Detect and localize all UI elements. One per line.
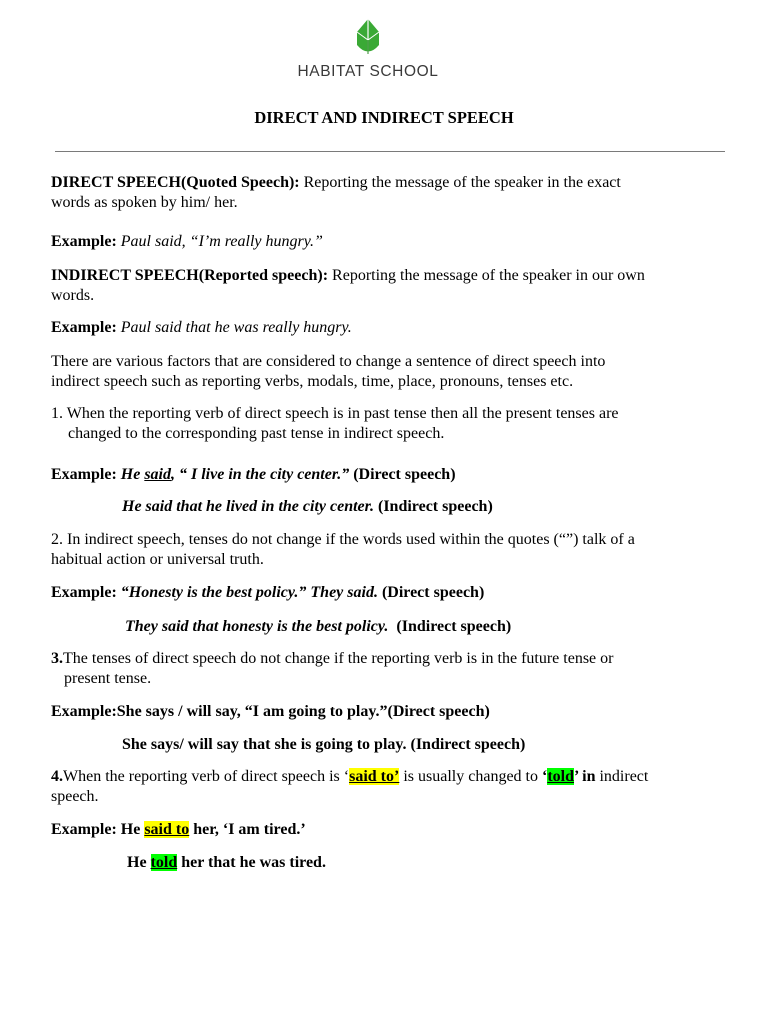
rule-2-line-2: habitual action or universal truth. <box>51 551 264 568</box>
rule-4-text-b: is usually changed to <box>399 768 542 785</box>
rule-1-indirect-text: He said that he lived in the city center. <box>122 498 374 515</box>
rule-4-ex-b: her, ‘I am tired.’ <box>189 821 306 838</box>
direct-speech-text-1: Reporting the message of the speaker in the exact <box>299 174 621 191</box>
rule-4-text-a: When the reporting verb of direct speech is ‘ <box>63 768 350 785</box>
rule-4-number: 4. <box>51 768 63 785</box>
intro-line-1: There are various factors that are considered to change a sentence of direct speech into <box>51 353 606 370</box>
indirect-speech-text-1: Reporting the message of the speaker in our own <box>328 267 645 284</box>
rule-2-ex-quote: “Honesty is the best policy.” They said. <box>116 584 378 601</box>
rule-1-ex-said: said <box>144 466 171 483</box>
rule-3-number: 3. <box>51 650 63 667</box>
rule-4-example <box>51 820 731 840</box>
rule-2 <box>51 530 731 570</box>
direct-speech-definition <box>51 173 731 213</box>
rule-1-ex-he: He <box>116 466 145 483</box>
rule-3-line-2: present tense. <box>64 670 152 687</box>
rule-1-line-2: changed to the corresponding past tense in indirect speech. <box>68 425 445 442</box>
title-divider <box>55 151 725 152</box>
rule-4-text-c: indirect <box>595 768 649 785</box>
rule-3 <box>51 649 731 689</box>
school-logo <box>283 18 453 82</box>
intro-paragraph <box>51 352 731 392</box>
rule-3-indirect-line: She says/ will say that she is going to play. (Indirect speech) <box>122 736 526 753</box>
rule-3-example <box>51 702 731 722</box>
rule-1-line-1: 1. When the reporting verb of direct speech is in past tense then all the present tenses are <box>51 405 619 422</box>
rule-4-line-2: speech. <box>51 788 99 805</box>
rule-1-ex-tag: (Direct speech) <box>349 466 456 483</box>
rule-4-ind-b: her that he was tired. <box>177 854 326 871</box>
indirect-speech-term: INDIRECT SPEECH(Reported speech): <box>51 267 329 284</box>
direct-speech-text-2: words as spoken by him/ her. <box>51 194 238 211</box>
indirect-speech-text-2: words. <box>51 287 95 304</box>
rule-1-indirect-tag: (Indirect speech) <box>373 498 493 515</box>
rule-4-told-open: ‘ <box>541 768 548 785</box>
rule-2-indirect-text: They said that honesty is the best policy. <box>125 618 389 635</box>
example-label: Example: <box>51 319 117 336</box>
rule-1-ex-quote: , “ I live in the city center.” <box>171 466 350 483</box>
highlight-told: told <box>547 768 574 785</box>
direct-speech-example <box>51 232 731 252</box>
rule-1-example <box>51 465 731 485</box>
page-title: DIRECT AND INDIRECT SPEECH <box>254 108 514 127</box>
example-label: Example: <box>51 584 117 601</box>
indirect-example-text: Paul said that he was really hungry. <box>116 319 352 336</box>
rule-1 <box>51 404 731 444</box>
example-label: Example: <box>51 233 117 250</box>
rule-2-ex-tag: (Direct speech) <box>377 584 485 601</box>
highlight-said-to: said to’ <box>349 768 400 785</box>
highlight-example-said-to: said to <box>144 821 190 838</box>
rule-3-example-line: Example:She says / will say, “I am going to play.”(Direct speech) <box>51 703 490 720</box>
indirect-speech-definition <box>51 266 731 306</box>
logo-text: HABITAT SCHOOL <box>297 63 439 80</box>
leaf-icon <box>352 18 384 60</box>
rule-3-line-1: The tenses of direct speech do not change if the reporting verb is in the future tense or <box>63 650 614 667</box>
indirect-speech-example <box>51 318 731 338</box>
direct-example-text: Paul said, “I’m really hungry.” <box>116 233 323 250</box>
highlight-example-told: told <box>150 854 178 871</box>
rule-2-example <box>51 583 731 603</box>
rule-1-indirect <box>122 497 768 517</box>
rule-4-told-close: ’ in <box>573 768 596 785</box>
intro-line-2: indirect speech such as reporting verbs, modals, time, place, pronouns, tenses etc. <box>51 373 574 390</box>
rule-2-indirect <box>125 617 768 637</box>
rule-2-indirect-tag: (Indirect speech) <box>388 618 512 635</box>
rule-3-indirect <box>122 735 768 755</box>
rule-2-line-1: 2. In indirect speech, tenses do not change if the words used within the quotes (“”) talk of a <box>51 531 635 548</box>
rule-4 <box>51 767 731 807</box>
direct-speech-term: DIRECT SPEECH(Quoted Speech): <box>51 174 300 191</box>
example-label: Example: <box>51 466 117 483</box>
rule-4-ind-a: He <box>127 854 151 871</box>
rule-4-indirect <box>127 853 768 873</box>
rule-4-ex-a: Example: He <box>51 821 145 838</box>
